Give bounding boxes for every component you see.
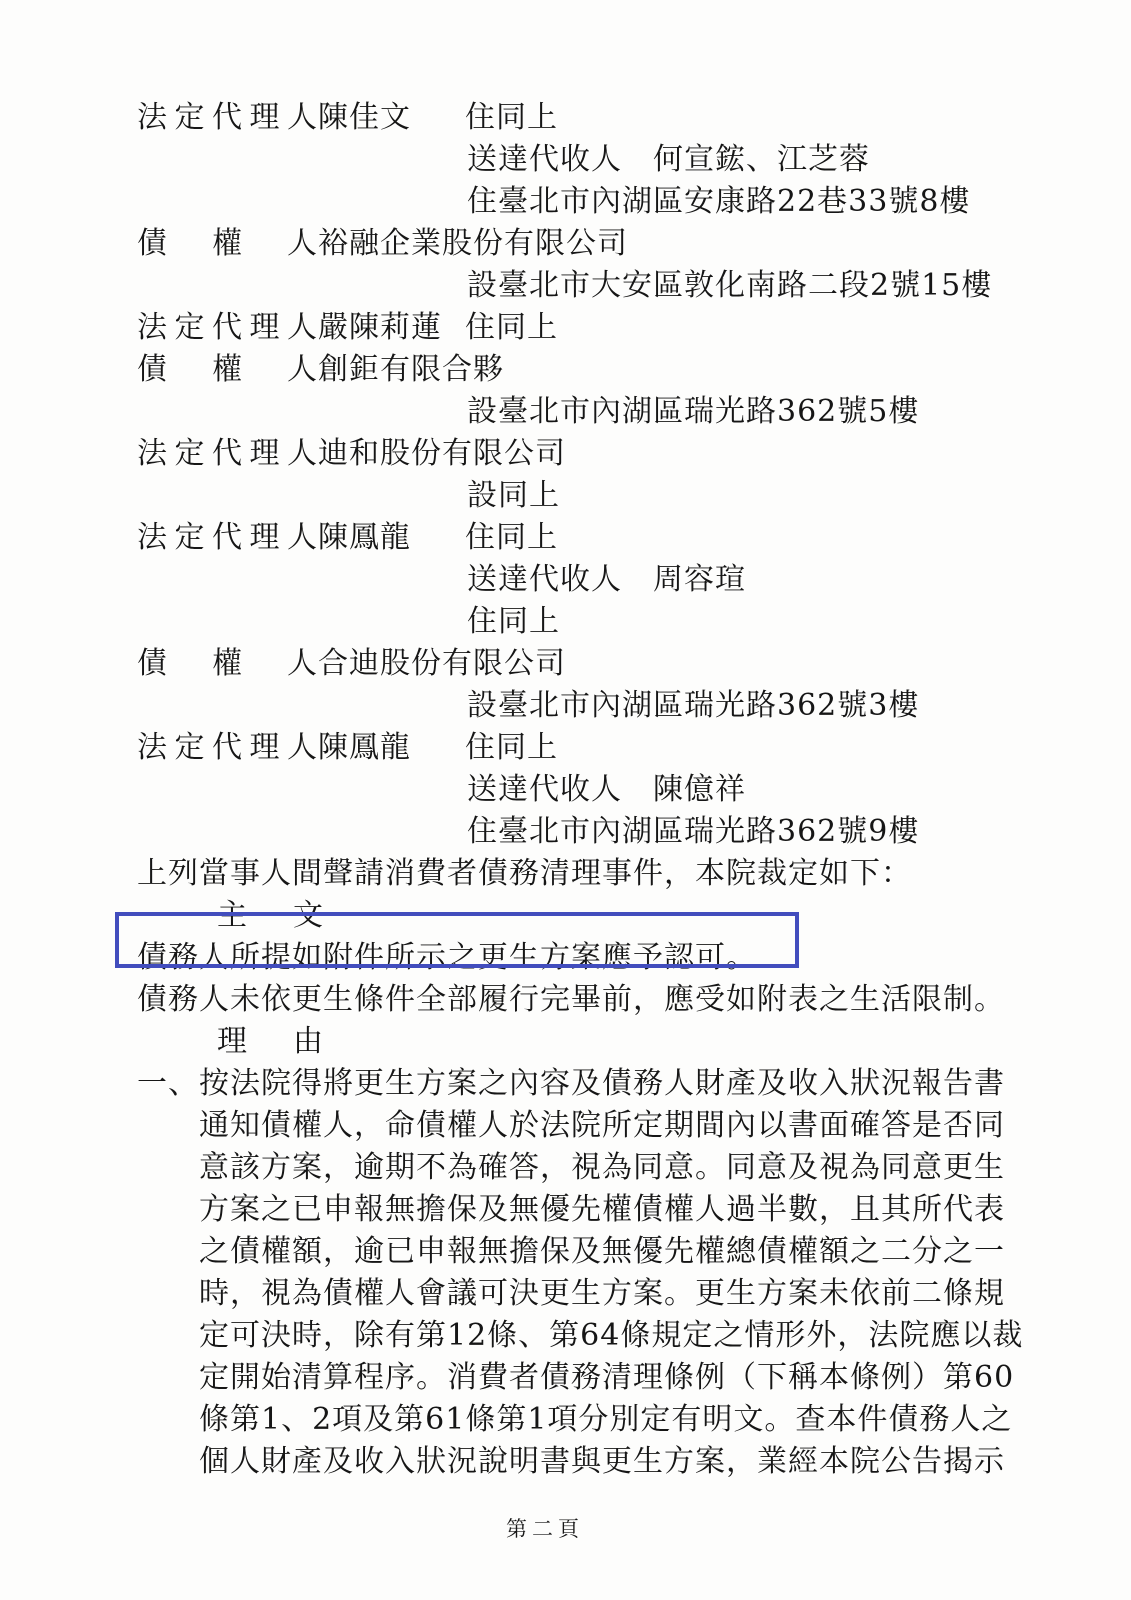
approval-sentence: 債務人所提如附件所示之更生方案應予認可。 — [137, 940, 757, 975]
party-role-label: 債權人 — [137, 352, 318, 387]
party-row — [137, 223, 1067, 265]
document-body — [137, 97, 1067, 1483]
party-address-line: 送達代收人 周容瑄 — [467, 562, 746, 597]
party-row — [137, 643, 1067, 685]
party-name: 陳鳳龍 — [318, 520, 411, 555]
party-name: 迪和股份有限公司 — [318, 436, 566, 471]
reason-line — [137, 1231, 1067, 1273]
reason-line-text: 意該方案，逾期不為確答，視為同意。同意及視為同意更生 — [199, 1150, 1005, 1185]
party-row — [137, 97, 1067, 139]
party-address-line: 住臺北市內湖區安康路22巷33號8樓 — [467, 184, 971, 219]
reason-line — [137, 1273, 1067, 1315]
reason-line-text: 一、按法院得將更生方案之內容及債務人財產及收入狀況報告書 — [137, 1066, 1005, 1101]
page-number: 第二頁 — [506, 1517, 584, 1541]
party-name: 陳鳳龍 — [318, 730, 411, 765]
party-role-label: 法定代理人 — [137, 310, 318, 345]
party-name: 裕融企業股份有限公司 — [318, 226, 628, 261]
ruling-intro — [137, 853, 1067, 895]
party-name: 嚴陳莉蓮 — [318, 310, 442, 345]
main-text-heading-line — [137, 895, 1067, 937]
party-row — [137, 685, 1067, 727]
party-address-line: 設臺北市內湖區瑞光路362號5樓 — [467, 394, 920, 429]
party-name: 合迪股份有限公司 — [318, 646, 566, 681]
reason-line — [137, 1063, 1067, 1105]
party-name: 陳佳文 — [318, 100, 411, 135]
party-row — [137, 559, 1067, 601]
party-row — [137, 517, 1067, 559]
main-text-line-1 — [137, 937, 1067, 979]
party-residence: 住同上 — [465, 520, 558, 555]
party-row — [137, 307, 1067, 349]
reasons-heading-line — [137, 1021, 1067, 1063]
party-address-line: 送達代收人 陳億祥 — [467, 772, 746, 807]
party-address-line: 送達代收人 何宣鋐、江芝蓉 — [467, 142, 870, 177]
restriction-sentence: 債務人未依更生條件全部履行完畢前，應受如附表之生活限制。 — [137, 982, 1005, 1017]
reason-line — [137, 1105, 1067, 1147]
party-row — [137, 811, 1067, 853]
party-residence: 住同上 — [465, 100, 558, 135]
reason-line-text: 定可決時，除有第12條、第64條規定之情形外，法院應以裁 — [199, 1318, 1024, 1353]
party-role-label: 法定代理人 — [137, 730, 318, 765]
main-text-line-2 — [137, 979, 1067, 1021]
party-row — [137, 475, 1067, 517]
party-row — [137, 433, 1067, 475]
party-row — [137, 349, 1067, 391]
reason-line — [137, 1441, 1067, 1483]
reason-line-text: 個人財產及收入狀況說明書與更生方案，業經本院公告揭示 — [199, 1444, 1005, 1479]
reason-line-text: 方案之已申報無擔保及無優先權債權人過半數，且其所代表 — [199, 1192, 1005, 1227]
reason-line — [137, 1399, 1067, 1441]
reason-line-text: 條第1、2項及第61條第1項分別定有明文。查本件債務人之 — [199, 1402, 1013, 1437]
reason-line-text: 之債權額，逾已申報無擔保及無優先權總債權額之二分之一 — [199, 1234, 1005, 1269]
party-role-label: 法定代理人 — [137, 520, 318, 555]
party-address-line: 設臺北市大安區敦化南路二段2號15樓 — [467, 268, 993, 303]
party-row — [137, 769, 1067, 811]
party-address-line: 設臺北市內湖區瑞光路362號3樓 — [467, 688, 920, 723]
party-role-label: 法定代理人 — [137, 436, 318, 471]
reason-line — [137, 1189, 1067, 1231]
party-row — [137, 727, 1067, 769]
party-role-label: 債權人 — [137, 646, 318, 681]
party-row — [137, 601, 1067, 643]
reason-line — [137, 1147, 1067, 1189]
party-residence: 住同上 — [465, 310, 558, 345]
reason-line — [137, 1357, 1067, 1399]
party-role-label: 債權人 — [137, 226, 318, 261]
party-address-line: 住同上 — [467, 604, 560, 639]
party-name: 創鉅有限合夥 — [318, 352, 504, 387]
party-address-line: 住臺北市內湖區瑞光路362號9樓 — [467, 814, 920, 849]
reason-line-text: 定開始清算程序。消費者債務清理條例（下稱本條例）第60 — [199, 1360, 1015, 1395]
reason-line-text: 通知債權人，命債權人於法院所定期間內以書面確答是否同 — [199, 1108, 1005, 1143]
party-residence: 住同上 — [465, 730, 558, 765]
main-text-heading: 主 文 — [217, 898, 331, 933]
party-row — [137, 265, 1067, 307]
party-row — [137, 181, 1067, 223]
reason-line — [137, 1315, 1067, 1357]
party-address-line: 設同上 — [467, 478, 560, 513]
reasons-heading: 理 由 — [217, 1024, 331, 1059]
reason-line-text: 時，視為債權人會議可決更生方案。更生方案未依前二條規 — [199, 1276, 1005, 1311]
party-row — [137, 391, 1067, 433]
party-role-label: 法定代理人 — [137, 100, 318, 135]
party-row — [137, 139, 1067, 181]
ruling-intro-text: 上列當事人間聲請消費者債務清理事件，本院裁定如下： — [137, 856, 912, 891]
